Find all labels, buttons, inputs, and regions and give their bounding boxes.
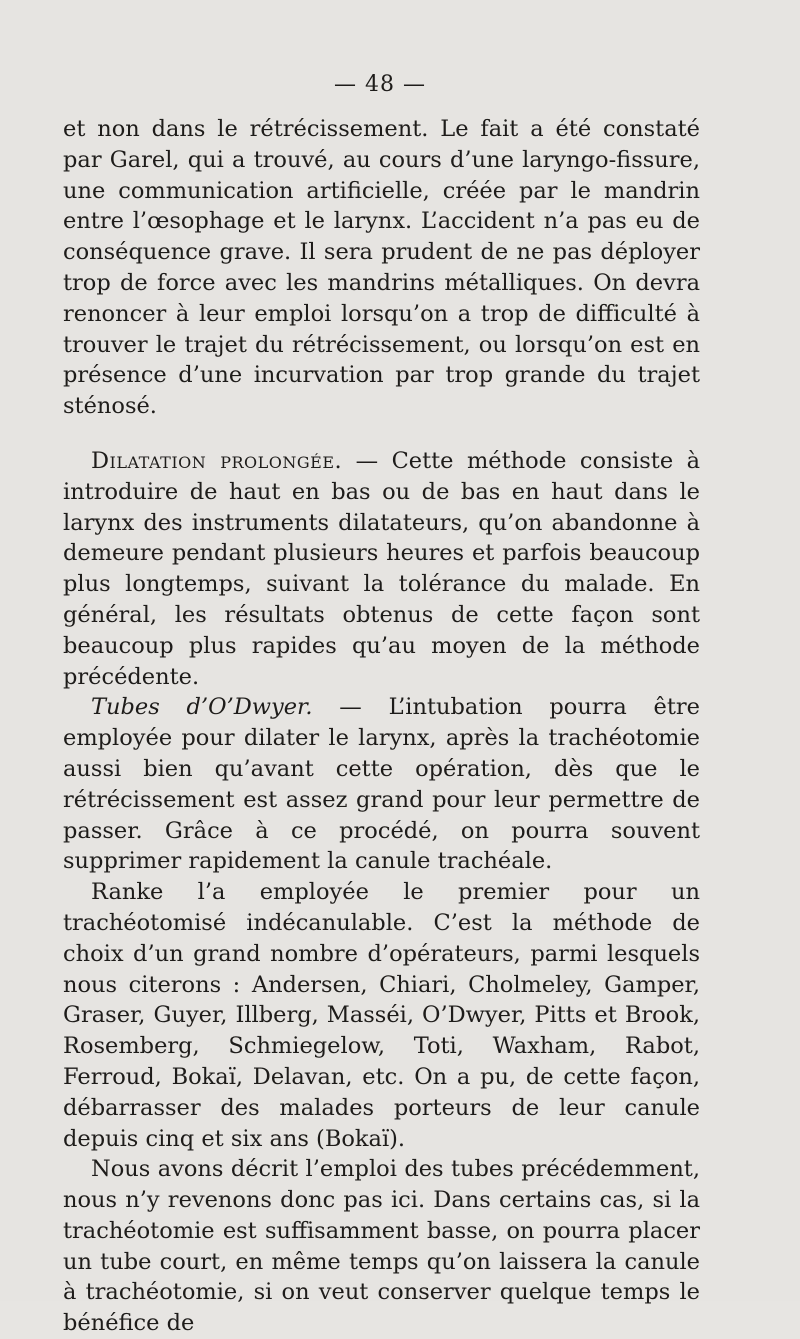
section-heading-dilatation-prolongee: Dilatation prolongée. [91, 447, 343, 474]
body-text [63, 114, 700, 1339]
paragraph-1: et non dans le rétrécissement. Le fait a été constaté par Garel, qui a trouvé, au cours d’une laryngo-fissure, une communication artificielle, créée par le mandrin entre l’œsophage et le larynx. L’accident n’a pas eu de conséquence grave. Il sera prudent de ne pas déployer trop de force avec les mandrins métalliques. On devra renoncer à leur emploi lorsqu’on a trop de difficulté à trouver le trajet du rétrécissement, ou lorsqu’on est en présence d’une incurvation par trop grande du trajet sténosé. [63, 116, 700, 420]
paragraph-tubes-odwyer [63, 692, 700, 877]
section-heading-tubes-odwyer: Tubes d’O’Dwyer. [91, 694, 313, 721]
paragraph-5: Nous avons décrit l’emploi des tubes précédemment, nous n’y revenons donc pas ici. Dans certains cas, si la trachéotomie est suffisamment basse, on pourra placer un tube court, en même temps qu’on laissera la canule à trachéotomie, si on veut conserver quelque temps le bénéfice de [63, 1156, 700, 1337]
page-number: — 48 — [334, 72, 426, 97]
paragraph-2-text: — Cette méthode consiste à introduire de haut en bas ou de bas en haut dans le larynx des instruments dilatateurs, qu’on abandonne à demeure pendant plusieurs heures et parfois beaucoup plus longtemps, suivant la tolérance du malade. En général, les résultats obtenus de cette façon sont beaucoup plus rapides qu’au moyen de la méthode précédente. [63, 447, 700, 690]
paragraph-4: Ranke l’a employée le premier pour un trachéotomisé indécanulable. C’est la méthode de choix d’un grand nombre d’opérateurs, parmi lesquels nous citerons : Andersen, Chiari, Cholmeley, Gamper, Graser, Guyer, Illberg, Masséi, O’Dwyer, Pitts et Brook, Rosemberg, Schmiegelow, Toti, Waxham, Rabot, Ferroud, Bokaï, Delavan, etc. On a pu, de cette façon, débarrasser des malades porteurs de leur canule depuis cinq et six ans (Bokaï). [63, 879, 700, 1152]
paragraph-3-text: — L’intubation pourra être employée pour dilater le larynx, après la trachéotomie aussi bien qu’avant cette opération, dès que le rétrécissement est assez grand pour leur permettre de passer. Grâce à ce procédé, on pourra souvent supprimer rapidement la canule trachéale. [63, 694, 700, 875]
paragraph-dilatation-prolongee [63, 446, 700, 692]
